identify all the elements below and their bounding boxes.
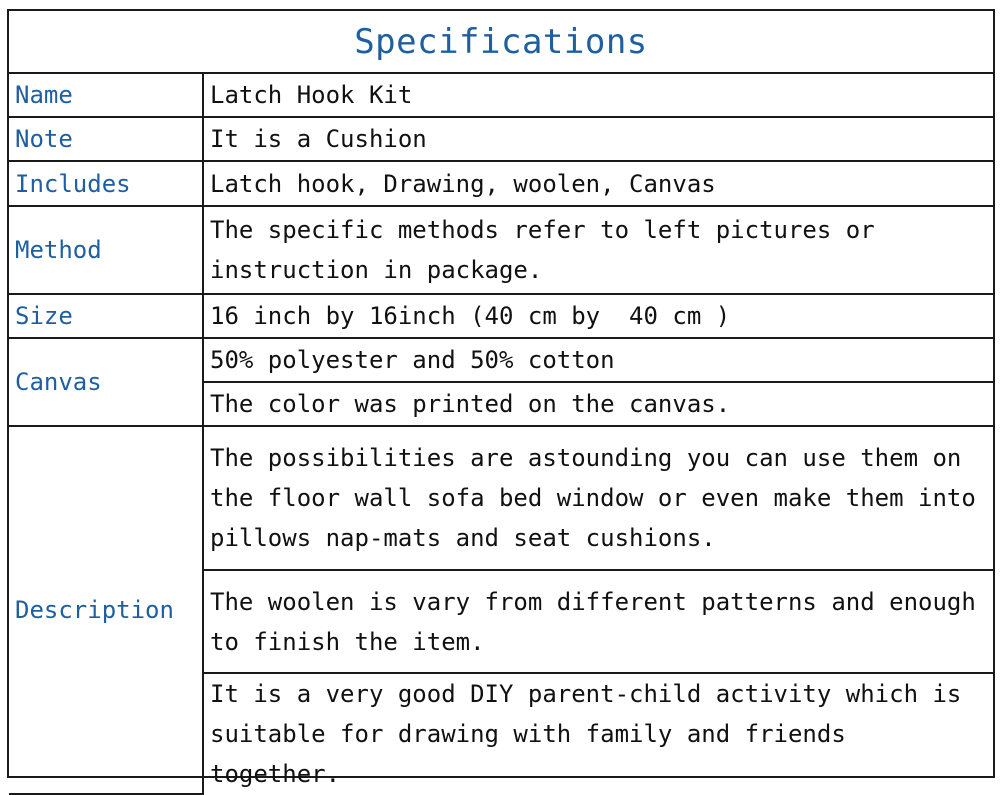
row-label-description: Description (9, 426, 203, 794)
row-value-method: The specific methods refer to left pictures or instruction in package. (203, 206, 993, 294)
row-label-method: Method (9, 206, 203, 294)
specifications-table (7, 9, 995, 788)
table-row (9, 117, 993, 161)
table-row (9, 338, 993, 382)
table-row (9, 161, 993, 206)
row-value-description-2: The woolen is vary from different patterns and enough to finish the item. (203, 570, 993, 673)
row-value-name: Latch Hook Kit (203, 74, 993, 117)
row-value-includes: Latch hook, Drawing, woolen, Canvas (203, 161, 993, 206)
table-title: Specifications (9, 11, 993, 74)
row-label-name: Name (9, 74, 203, 117)
table-row (9, 294, 993, 338)
row-value-note: It is a Cushion (203, 117, 993, 161)
table-row (9, 426, 993, 570)
row-value-canvas-1: 50% polyester and 50% cotton (203, 338, 993, 382)
spec-grid (9, 74, 993, 795)
row-value-description-3: It is a very good DIY parent-child activity which is suitable for drawing with family and friends together. (203, 673, 993, 794)
row-value-size: 16 inch by 16inch (40 cm by 40 cm ) (203, 294, 993, 338)
row-value-description-1: The possibilities are astounding you can use them on the floor wall sofa bed window or even make them into pillows nap-mats and seat cushions. (203, 426, 993, 570)
table-row (9, 206, 993, 294)
table-row (9, 74, 993, 117)
row-label-note: Note (9, 117, 203, 161)
row-label-includes: Includes (9, 161, 203, 206)
row-label-canvas: Canvas (9, 338, 203, 426)
row-value-canvas-2: The color was printed on the canvas. (203, 382, 993, 426)
row-label-size: Size (9, 294, 203, 338)
